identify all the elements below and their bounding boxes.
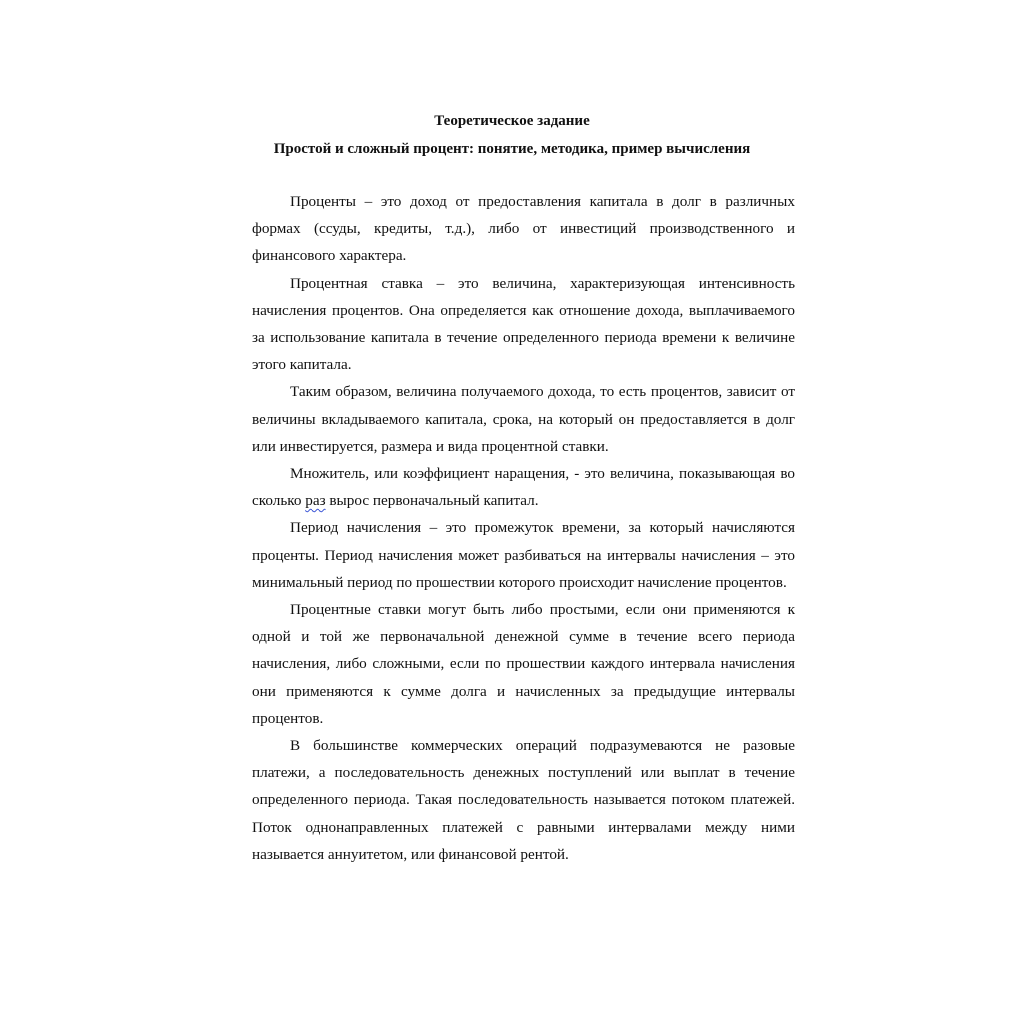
paragraph-payment-stream: В большинстве коммерческих операций подразумеваются не разовые платежи, а последовательность денежных поступлений или выплат в течение определенного периода. Такая последовательность называется потоком платежей. Поток однонаправленных платежей с равными интервалами между ними называется аннуитетом, или финансовой рентой.: [252, 737, 795, 863]
paragraph-income-dependence: Таким образом, величина получаемого дохода, то есть процентов, зависит от величины вкладываемого капитала, срока, на который он предоставляется в долг или инвестируется, размера и вида процентной ставки.: [252, 383, 795, 455]
paragraph-accrual-period: Период начисления – это промежуток времени, за который начисляются проценты. Период начисления может разбиваться на интервалы начисления – это минимальный период по прошествии которого происходит начисление процентов.: [252, 519, 795, 591]
paragraph-accrual-factor: [252, 460, 795, 514]
paragraph-interest-rate: Процентная ставка – это величина, характеризующая интенсивность начисления процентов. Она определяется как отношение дохода, выплачиваемого за использование капитала в течение определенного периода времени к величине этого капитала.: [252, 274, 795, 374]
paragraph-interest-definition: Проценты – это доход от предоставления капитала в долг в различных формах (ссуды, кредиты, т.д.), либо от инвестиций производственного и финансового характера.: [252, 193, 795, 265]
document-body: [252, 188, 795, 868]
document-subtitle: Простой и сложный процент: понятие, методика, пример вычисления: [273, 141, 751, 157]
paragraph-accrual-factor-text-end: вырос первоначальный капитал.: [325, 492, 539, 510]
document-title: Теоретическое задание: [434, 113, 590, 129]
spellcheck-flagged-word[interactable]: раз: [305, 492, 326, 510]
paragraph-accrual-factor-text-start: Множитель, или коэффициент наращения, - это величина, показывающая во сколько: [252, 465, 795, 510]
paragraph-simple-compound: Процентные ставки могут быть либо простыми, если они применяются к одной и той же первоначальной денежной сумме в течение всего периода начисления, либо сложными, если по прошествии каждого интервала начисления они применяются к сумме долга и начисленных за предыдущие интервалы процентов.: [252, 601, 795, 727]
